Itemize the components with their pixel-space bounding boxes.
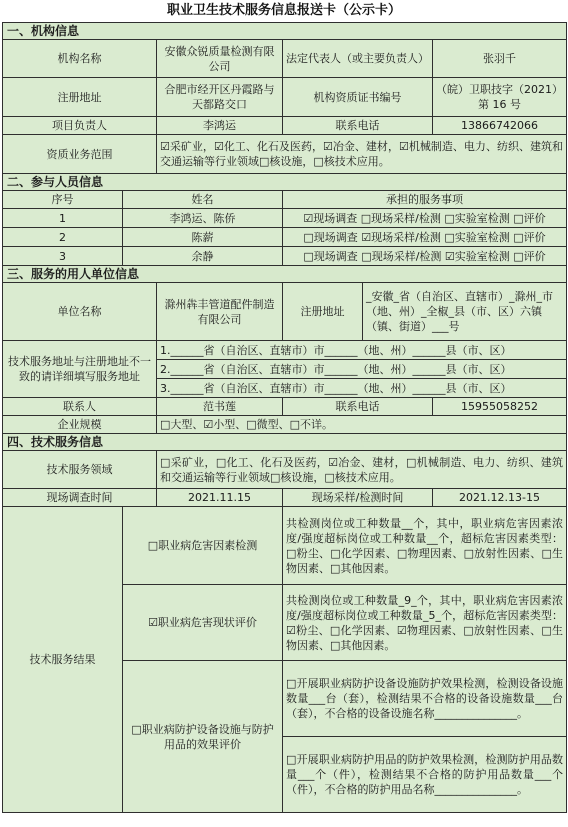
staff-no: 2 xyxy=(3,228,123,247)
service-addr-line: 1.______省（自治区、直辖市）市______（地、州）______县（市、区） xyxy=(157,341,567,360)
unit-name-value: 滁州犇丰管道配件制造有限公司 xyxy=(157,283,283,341)
col-no-header: 序号 xyxy=(3,191,123,209)
item3-text-equipment: □开展职业病防护设备设施防护效果检测，检测设备设施数量___台（套），检测结果不合格的设备设施数量___台（套），不合格的设备设施名称_______________。 xyxy=(283,661,567,737)
col-name-header: 姓名 xyxy=(123,191,283,209)
result-label: 技术服务结果 xyxy=(3,507,123,813)
sampling-time-label: 现场采样/检测时间 xyxy=(283,489,433,507)
item1-text: 共检测岗位或工种数量__个，其中，职业病危害因素浓度/强度超标岗位或工种数量__个，超标危害因素类型：□粉尘、□化学因素、□物理因素、□放射性因素、□生物因素、□其他因素。 xyxy=(283,507,567,585)
reg-addr-label: 注册地址 xyxy=(3,78,157,117)
org-name-value: 安徽众锐质量检测有限公司 xyxy=(157,40,283,78)
cert-value: （皖）卫职技字（2021）第 16 号 xyxy=(433,78,567,117)
staff-name: 陈薪 xyxy=(123,228,283,247)
section4-heading: 四、技术服务信息 xyxy=(3,434,567,451)
item1-label: □职业病危害因素检测 xyxy=(123,507,283,585)
unit-reg-label: 注册地址 xyxy=(283,283,363,341)
col-duty-header: 承担的服务事项 xyxy=(283,191,567,209)
scope-label: 资质业务范围 xyxy=(3,135,157,174)
item3-label: □职业病防护设备设施与防护用品的效果评价 xyxy=(123,661,283,813)
unit-name-label: 单位名称 xyxy=(3,283,157,341)
staff-duty: □现场调查 □现场采样/检测 ☑实验室检测 □评价 xyxy=(283,247,567,266)
scope-value: ☑采矿业，☑化工、化石及医药，☑冶金、建材，☑机械制造、电力、纺织、建筑和交通运输等行业领域□核设施，□核技术应用。 xyxy=(157,135,567,174)
info-table xyxy=(2,22,567,813)
reg-addr-value: 合肥市经开区丹霞路与天都路交口 xyxy=(157,78,283,117)
service-addr-line: 2.______省（自治区、直辖市）市______（地、州）______县（市、区） xyxy=(157,360,567,379)
legal-rep-label: 法定代表人（或主要负责人） xyxy=(283,40,433,78)
org-name-label: 机构名称 xyxy=(3,40,157,78)
size-label: 企业规模 xyxy=(3,416,157,434)
staff-duty: □现场调查 ☑现场采样/检测 □实验室检测 □评价 xyxy=(283,228,567,247)
org-phone-value: 13866742066 xyxy=(433,117,567,135)
staff-name: 余静 xyxy=(123,247,283,266)
section3-heading: 三、服务的用人单位信息 xyxy=(3,266,567,283)
sampling-time-value: 2021.12.13-15 xyxy=(433,489,567,507)
staff-name: 李鸿运、陈侨 xyxy=(123,209,283,228)
staff-no: 3 xyxy=(3,247,123,266)
size-value: □大型、☑小型、□微型、□不详。 xyxy=(157,416,567,434)
survey-time-value: 2021.11.15 xyxy=(157,489,283,507)
staff-row xyxy=(3,228,567,247)
card-title: 职业卫生技术服务信息报送卡（公示卡） xyxy=(166,3,401,18)
cert-label: 机构资质证书编号 xyxy=(283,78,433,117)
staff-no: 1 xyxy=(3,209,123,228)
staff-row xyxy=(3,247,567,266)
item3-text-ppe: □开展职业病防护用品的防护效果检测，检测防护用品数量___个（件），检测结果不合格的防护用品数量___个（件），不合格的防护用品名称_______________。 xyxy=(283,737,567,813)
project-leader-label: 项目负责人 xyxy=(3,117,157,135)
unit-phone-value: 15955058252 xyxy=(433,398,567,416)
survey-time-label: 现场调查时间 xyxy=(3,489,157,507)
staff-duty: ☑现场调查 □现场采样/检测 □实验室检测 □评价 xyxy=(283,209,567,228)
item2-text: 共检测岗位或工种数量_9_个，其中，职业病危害因素浓度/强度超标岗位或工种数量_5_个，超标危害因素类型：☑粉尘、□化学因素、☑物理因素、□放射性因素、□生物因素、□其他因素。 xyxy=(283,585,567,661)
section2-heading: 二、参与人员信息 xyxy=(3,174,567,191)
legal-rep-value: 张羽千 xyxy=(433,40,567,78)
service-domain-value: □采矿业，□化工、化石及医药，☑冶金、建材，□机械制造、电力、纺织、建筑和交通运输等行业领域□核设施，□核技术应用。 xyxy=(157,451,567,489)
contact-value: 范书莲 xyxy=(157,398,283,416)
org-phone-label: 联系电话 xyxy=(283,117,433,135)
service-domain-label: 技术服务领域 xyxy=(3,451,157,489)
contact-label: 联系人 xyxy=(3,398,157,416)
project-leader-value: 李鸿运 xyxy=(157,117,283,135)
staff-row xyxy=(3,209,567,228)
unit-reg-value: _安徽_省（自治区、直辖市）_滁州_市（地、州）_全椒_县（市、区）六镇（镇、街道）___号 xyxy=(363,283,567,341)
service-addr-label: 技术服务地址与注册地址不一致的请详细填写服务地址 xyxy=(3,341,157,398)
item2-label: ☑职业病危害现状评价 xyxy=(123,585,283,661)
section1-heading: 一、机构信息 xyxy=(3,23,567,40)
service-addr-line: 3.______省（自治区、直辖市）市______（地、州）______县（市、区） xyxy=(157,379,567,398)
unit-phone-label: 联系电话 xyxy=(283,398,433,416)
